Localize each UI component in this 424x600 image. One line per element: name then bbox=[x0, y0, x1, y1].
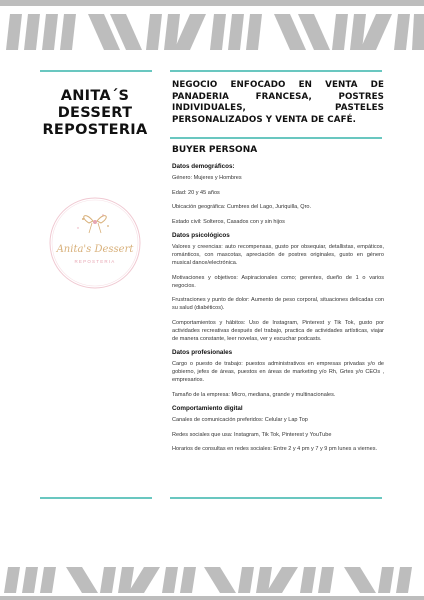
demographics-title: Datos demográficos: bbox=[172, 163, 235, 170]
digital-title: Comportamiento digital bbox=[172, 405, 243, 412]
bottom-decorative-band bbox=[0, 563, 424, 600]
professional-tamano: Tamaño de la empresa: Micro, mediana, grande y multinacionales. bbox=[172, 391, 336, 398]
buyer-persona-content bbox=[172, 145, 384, 460]
digital-canales: Canales de comunicación preferidos: Celular y Lap Top bbox=[172, 417, 308, 423]
psychographics-title: Datos psicológicos bbox=[172, 232, 230, 239]
brand-title bbox=[36, 88, 154, 139]
digital-horarios: Horarios de consultas en redes sociales: Entre 2 y 4 pm y 7 y 9 pm lunes a viernes. bbox=[172, 446, 378, 452]
left-top-rule bbox=[40, 70, 152, 72]
right-top-rule bbox=[170, 70, 382, 72]
digital-redes: Redes sociales que usa: Instagram, Tik Tok, Pinterest y YouTube bbox=[172, 431, 332, 438]
psychographics-comportamientos: Comportamientos y hábitos: Uso de Instagram, Pinterest y Tik Tok, gusto por actividades recreativas después del trabajo, practica de actividades artísticas, viajar de manera constante, leer novelas, ver y escuchar podcasts. bbox=[172, 319, 384, 342]
logo-sub-text: REPOSTERIA bbox=[74, 259, 116, 264]
demographics-edad: Edad: 20 y 45 años bbox=[172, 189, 220, 196]
psychographics-valores: Valores y creencias: auto recompensas, gusto por obsequiar, detallistas, empáticos, románticos, con mascotas, apreciación de postres originales, gusto en género musical dance/electrónica. bbox=[172, 244, 384, 266]
professional-cargo: Cargo o puesto de trabajo: puestos administrativos en empresas privadas y/o de gobierno, jefes de áreas, puestos en áreas de marketing y/o Rh, Grtes y/o CEOs , empresarios. bbox=[172, 361, 384, 383]
psychographics-frustraciones: Frustraciones y punto de dolor: Aumento de peso corporal, situaciones delicadas con su salud (diabéticos). bbox=[172, 297, 384, 311]
right-bottom-rule bbox=[170, 497, 382, 499]
brand-title-line2: DESSERT bbox=[57, 105, 133, 121]
demographics-estado-civil: Estado civil: Solteros, Casados con y sin hijos bbox=[172, 218, 285, 225]
left-bottom-rule bbox=[40, 497, 152, 499]
demographics-genero: Género: Mujeres y Hombres bbox=[172, 175, 242, 181]
brand-title-line3: REPOSTERIA bbox=[42, 122, 148, 138]
top-decorative-band bbox=[0, 0, 424, 56]
headline: NEGOCIO ENFOCADO EN VENTA DE PANADERIA FRANCESA, POSTRES INDIVIDUALES, PASTELES PERSONALIZADOS Y VENTA DE CAFÉ. bbox=[172, 80, 384, 125]
psychographics-motivaciones: Motivaciones y objetivos: Aspiracionales como; gerentes, dueño de 1 o varios negocios. bbox=[172, 274, 384, 289]
brand-title-line1: ANITA´S bbox=[60, 88, 130, 104]
demographics-ubicacion: Ubicación geográfica: Cumbres del Lago, Juriquilla, Qro. bbox=[172, 204, 312, 210]
section-title: BUYER PERSONA bbox=[172, 145, 258, 155]
right-mid-rule bbox=[170, 137, 382, 139]
logo-script-text: Anita's Dessert bbox=[56, 244, 134, 255]
brand-logo bbox=[45, 193, 145, 293]
professional-title: Datos profesionales bbox=[172, 349, 233, 356]
